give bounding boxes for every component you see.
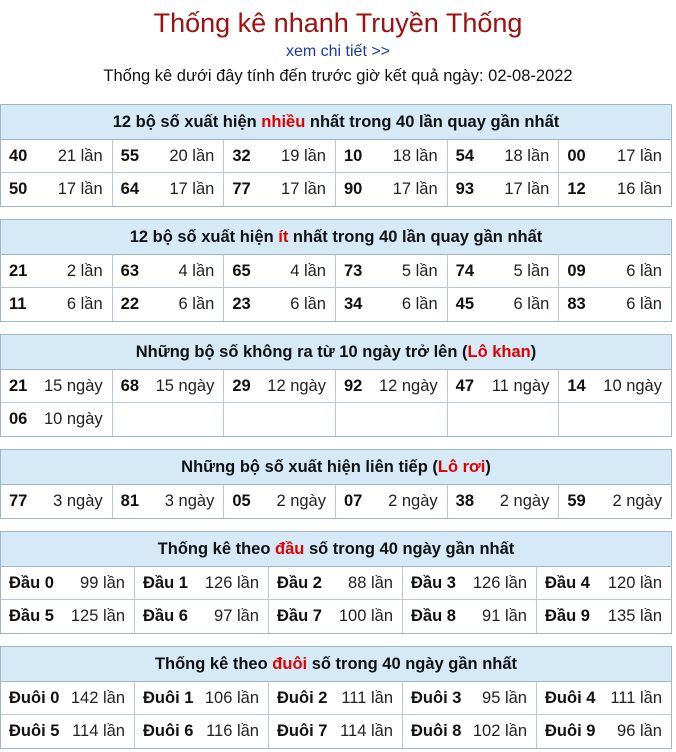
- stat-cell: [559, 403, 671, 436]
- stat-cell: [403, 682, 537, 715]
- stat-cell: [448, 173, 560, 206]
- stat-number: 06: [9, 410, 28, 428]
- stat-number: 92: [343, 376, 363, 395]
- stat-cell: [113, 485, 225, 518]
- stat-number: 11: [9, 295, 27, 313]
- stat-number: Đuôi 7: [277, 722, 328, 740]
- stat-cell: [113, 370, 225, 403]
- stat-count: 11 ngày: [491, 376, 550, 395]
- stat-count: 17 lần: [169, 180, 215, 198]
- section-title-highlight: Lô rơi: [437, 458, 486, 476]
- stat-count: 88 lần: [348, 573, 393, 592]
- stat-cell: [403, 600, 537, 633]
- stat-cell: [135, 600, 269, 633]
- stat-number: Đầu 3: [411, 573, 456, 592]
- stat-cell: [537, 682, 671, 715]
- page-header: [0, 0, 676, 87]
- table-row: [1, 715, 671, 748]
- stat-number: Đuôi 3: [411, 688, 462, 707]
- table-row: [1, 403, 671, 436]
- stat-number: 22: [120, 295, 140, 313]
- stat-count: 21 lần: [57, 146, 103, 165]
- stat-count: 97 lần: [214, 607, 259, 625]
- stat-number: Đuôi 4: [545, 688, 596, 707]
- stat-cell: [135, 682, 269, 715]
- stat-number: Đầu 8: [411, 607, 456, 625]
- stat-cell: [224, 485, 336, 518]
- stat-cell: [559, 255, 671, 288]
- stat-count: 3 ngày: [164, 492, 215, 510]
- stat-cell: [135, 715, 269, 748]
- stat-number: 40: [9, 146, 28, 165]
- stat-count: 17 lần: [392, 180, 438, 198]
- stat-count: 10 ngày: [43, 410, 103, 428]
- tail-digit-section: [0, 646, 672, 749]
- stat-cell: [448, 288, 560, 321]
- stat-count: 99 lần: [80, 573, 125, 592]
- section-title-text: Những bộ số không ra từ 10 ngày trở lên (: [135, 343, 468, 361]
- section-title-text: số trong 40 ngày gần nhất: [307, 655, 518, 673]
- head-digit-section: [0, 531, 672, 634]
- section-title: [1, 532, 671, 567]
- stat-cell: [113, 173, 225, 206]
- stat-number: 68: [120, 376, 140, 395]
- stat-number: 14: [567, 376, 586, 395]
- stat-cell: [403, 715, 537, 748]
- section-title: [1, 105, 671, 140]
- stat-count: 91 lần: [482, 607, 527, 625]
- stat-number: Đuôi 2: [277, 688, 328, 707]
- section-title: [1, 220, 671, 255]
- stat-count: 18 lần: [392, 146, 438, 165]
- stat-count: 15 ngày: [43, 376, 103, 395]
- stat-cell: [224, 370, 336, 403]
- stat-count: 15 ngày: [155, 376, 215, 395]
- stat-cell: [559, 173, 671, 206]
- stat-number: Đầu 0: [9, 573, 54, 592]
- stat-number: 93: [455, 180, 475, 198]
- stat-cell: [1, 682, 135, 715]
- stat-count: 6 lần: [626, 295, 662, 313]
- stat-count: 2 ngày: [612, 492, 662, 510]
- stat-count: 6 lần: [66, 295, 103, 313]
- stat-number: 09: [567, 261, 586, 280]
- stat-number: Đuôi 5: [9, 722, 60, 740]
- stat-cell: [448, 255, 560, 288]
- stat-count: 5 lần: [513, 261, 550, 280]
- stat-count: 120 lần: [607, 573, 662, 592]
- section-title-text: ): [485, 458, 491, 476]
- section-title-text: nhất trong 40 lần quay gần nhất: [288, 228, 543, 246]
- section-title-highlight: đuôi: [272, 655, 308, 673]
- lo-roi-section: [0, 449, 672, 519]
- section-title-text: số trong 40 ngày gần nhất: [304, 540, 515, 558]
- stat-count: 111 lần: [341, 688, 393, 707]
- stat-count: 126 lần: [204, 573, 259, 592]
- stat-count: 2 ngày: [388, 492, 438, 510]
- stat-count: 4 lần: [290, 261, 326, 280]
- stat-count: 116 lần: [206, 722, 259, 740]
- section-title-text: Thống kê theo: [154, 655, 273, 673]
- stat-count: 10 ngày: [603, 376, 662, 395]
- stat-cell: [224, 140, 336, 173]
- stat-cell: [1, 288, 113, 321]
- stat-number: 77: [9, 492, 28, 510]
- stat-count: 3 ngày: [53, 492, 103, 510]
- stat-number: 45: [455, 295, 475, 313]
- stat-count: 114 lần: [340, 722, 393, 740]
- stat-cell: [1, 567, 135, 600]
- section-title-highlight: Lô khan: [467, 343, 531, 361]
- stat-number: 32: [232, 146, 251, 165]
- stat-cell: [1, 370, 113, 403]
- stat-count: 111 lần: [610, 688, 662, 707]
- stat-count: 100 lần: [338, 607, 393, 625]
- stat-number: Đầu 6: [143, 607, 188, 625]
- stat-count: 126 lần: [472, 573, 527, 592]
- stat-number: 07: [343, 492, 363, 510]
- stat-cell: [224, 288, 336, 321]
- stat-count: 12 ngày: [267, 376, 326, 395]
- stat-number: 47: [455, 376, 475, 395]
- stat-number: 12: [567, 180, 586, 198]
- stat-number: 10: [343, 146, 363, 165]
- stat-number: 00: [567, 146, 586, 165]
- stat-number: 64: [120, 180, 140, 198]
- stat-cell: [537, 715, 671, 748]
- stat-cell: [1, 485, 113, 518]
- stat-count: 142 lần: [70, 688, 125, 707]
- stat-cell: [448, 370, 560, 403]
- stat-number: 50: [9, 180, 28, 198]
- section-title-text: nhất trong 40 lần quay gần nhất: [305, 113, 560, 131]
- stat-cell: [113, 140, 225, 173]
- least-frequent-section: [0, 219, 672, 322]
- stat-number: 81: [120, 492, 140, 510]
- stat-number: Đuôi 9: [545, 722, 596, 740]
- stat-number: 34: [343, 295, 363, 313]
- stat-cell: [336, 255, 448, 288]
- table-row: [1, 370, 671, 403]
- stat-number: Đuôi 1: [143, 688, 194, 707]
- stat-count: 12 ngày: [378, 376, 438, 395]
- table-row: [1, 682, 671, 715]
- table-row: [1, 173, 671, 206]
- table-row: [1, 140, 671, 173]
- stat-cell: [559, 485, 671, 518]
- stat-cell: [1, 255, 113, 288]
- stat-cell: [269, 600, 403, 633]
- stat-cell: [135, 567, 269, 600]
- lo-khan-section: [0, 334, 672, 437]
- stat-cell: [336, 370, 448, 403]
- stat-cell: [336, 403, 448, 436]
- stat-number: Đuôi 8: [411, 722, 462, 740]
- stat-cell: [448, 485, 560, 518]
- stat-cell: [559, 370, 671, 403]
- stat-number: 63: [120, 261, 140, 280]
- section-title-text: 12 bộ số xuất hiện: [112, 113, 262, 131]
- detail-link[interactable]: xem chi tiết >>: [285, 43, 391, 60]
- stat-cell: [113, 288, 225, 321]
- stat-cell: [403, 567, 537, 600]
- stat-number: Đầu 5: [9, 607, 54, 625]
- stat-count: 102 lần: [472, 722, 527, 740]
- stat-number: 90: [343, 180, 363, 198]
- stat-count: 2 lần: [66, 261, 103, 280]
- stat-count: 6 lần: [290, 295, 326, 313]
- stat-cell: [269, 567, 403, 600]
- section-title-highlight: nhiều: [261, 113, 306, 131]
- table-row: [1, 288, 671, 321]
- stat-count: 17 lần: [504, 180, 550, 198]
- section-title: [1, 450, 671, 485]
- section-title-text: Thống kê theo: [157, 540, 276, 558]
- stat-number: 74: [455, 261, 475, 280]
- stat-count: 96 lần: [617, 722, 662, 740]
- stat-count: 114 lần: [72, 722, 125, 740]
- stat-count: 5 lần: [401, 261, 438, 280]
- stat-number: 05: [232, 492, 251, 510]
- stat-count: 18 lần: [504, 146, 550, 165]
- stat-cell: [336, 173, 448, 206]
- stat-cell: [1, 140, 113, 173]
- table-row: [1, 255, 671, 288]
- stat-cell: [448, 140, 560, 173]
- stat-cell: [113, 255, 225, 288]
- stat-number: 29: [232, 376, 251, 395]
- stat-cell: [336, 288, 448, 321]
- stat-count: 135 lần: [607, 607, 662, 625]
- section-title: [1, 335, 671, 370]
- stat-count: 6 lần: [513, 295, 550, 313]
- stat-cell: [113, 403, 225, 436]
- stat-number: 38: [455, 492, 475, 510]
- stat-number: 65: [232, 261, 251, 280]
- stat-number: 21: [9, 376, 28, 395]
- stat-count: 20 lần: [169, 146, 215, 165]
- stat-cell: [1, 403, 113, 436]
- stat-cell: [559, 288, 671, 321]
- stat-cell: [269, 715, 403, 748]
- table-row: [1, 600, 671, 633]
- stat-count: 6 lần: [401, 295, 438, 313]
- stat-cell: [448, 403, 560, 436]
- stat-cell: [269, 682, 403, 715]
- most-frequent-section: [0, 104, 672, 207]
- stat-count: 4 lần: [178, 261, 215, 280]
- section-title-highlight: ít: [278, 228, 289, 246]
- stat-number: Đầu 2: [277, 573, 322, 592]
- stat-cell: [537, 567, 671, 600]
- stat-count: 125 lần: [70, 607, 125, 625]
- stat-cell: [224, 173, 336, 206]
- section-title-text: 12 bộ số xuất hiện: [129, 228, 279, 246]
- stat-count: 17 lần: [57, 180, 103, 198]
- stat-count: 2 ngày: [276, 492, 326, 510]
- stat-count: 16 lần: [617, 180, 662, 198]
- stat-count: 106 lần: [204, 688, 259, 707]
- stat-cell: [1, 600, 135, 633]
- stat-cell: [224, 255, 336, 288]
- table-row: [1, 567, 671, 600]
- stat-count: 95 lần: [482, 688, 527, 707]
- stat-count: 17 lần: [617, 146, 662, 165]
- stat-cell: [537, 600, 671, 633]
- stat-number: Đầu 4: [545, 573, 590, 592]
- stat-number: 83: [567, 295, 586, 313]
- stat-number: Đầu 1: [143, 573, 188, 592]
- stat-number: 59: [567, 492, 586, 510]
- table-row: [1, 485, 671, 518]
- stat-number: 77: [232, 180, 251, 198]
- stat-count: 19 lần: [281, 146, 326, 165]
- page-title: Thống kê nhanh Truyền Thống: [153, 8, 523, 38]
- section-title: [1, 647, 671, 682]
- stat-number: Đuôi 6: [143, 722, 194, 740]
- section-title-text: Những bộ số xuất hiện liên tiếp (: [181, 458, 438, 476]
- stat-number: Đầu 9: [545, 607, 590, 625]
- stat-number: 55: [120, 146, 140, 165]
- stat-count: 2 ngày: [499, 492, 550, 510]
- stat-count: 6 lần: [626, 261, 662, 280]
- stat-number: 23: [232, 295, 251, 313]
- stat-number: 73: [343, 261, 363, 280]
- stat-cell: [224, 403, 336, 436]
- section-title-text: ): [530, 343, 537, 361]
- stat-cell: [336, 485, 448, 518]
- stat-number: 54: [455, 146, 475, 165]
- stat-cell: [1, 173, 113, 206]
- stat-count: 6 lần: [178, 295, 215, 313]
- stat-count: 17 lần: [281, 180, 326, 198]
- stat-number: Đuôi 0: [9, 688, 60, 707]
- stat-cell: [336, 140, 448, 173]
- stat-number: 21: [9, 261, 28, 280]
- stat-number: Đầu 7: [277, 607, 322, 625]
- section-title-highlight: đầu: [275, 540, 305, 558]
- stat-cell: [559, 140, 671, 173]
- date-note: Thống kê dưới đây tính đến trước giờ kết quả ngày: 02-08-2022: [103, 67, 573, 85]
- stat-cell: [1, 715, 135, 748]
